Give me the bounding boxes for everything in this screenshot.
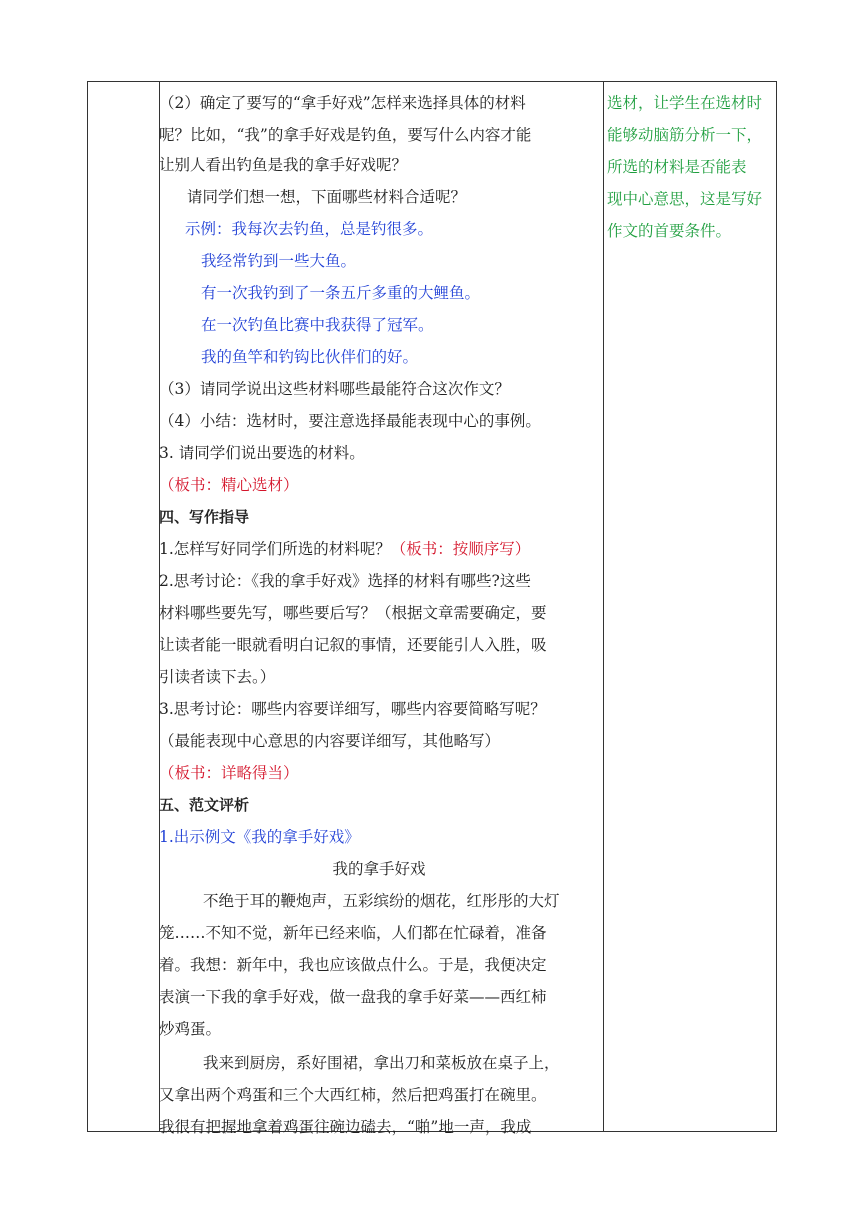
essay-line: 炒鸡蛋。	[159, 1020, 222, 1038]
intent-line: 所选的材料是否能表	[607, 158, 747, 176]
essay-line: 我来到厨房，系好围裙，拿出刀和菜板放在桌子上，	[203, 1054, 560, 1072]
example-line: 我的鱼竿和钓钩比伙伴们的好。	[201, 348, 419, 366]
intent-line: 能够动脑筋分析一下，	[607, 126, 763, 144]
text-line: （最能表现中心意思的内容要详细写，其他略写）	[159, 732, 501, 750]
example-line: 我经常钓到一些大鱼。	[201, 252, 357, 270]
board-note: （板书：按顺序写）	[390, 540, 531, 558]
text-line: 材料哪些要先写，哪些要后写？（根据文章需要确定，要	[159, 604, 547, 622]
text-line: 呢？比如，“我”的拿手好戏是钓鱼，要写什么内容才能	[159, 126, 532, 144]
essay-line: 我很有把握地拿着鸡蛋往碗边磕去，“啪”地一声，我成	[159, 1118, 532, 1136]
essay-line: 着。我想：新年中，我也应该做点什么。于是，我便决定	[159, 956, 547, 974]
example-title-line: 1.出示例文《我的拿手好戏》	[159, 828, 360, 846]
text-line: （2）确定了要写的“拿手好戏”怎样来选择具体的材料	[159, 94, 526, 112]
section-heading: 五、范文评析	[159, 796, 250, 814]
example-line: 有一次我钓到了一条五斤多重的大鲤鱼。	[201, 284, 481, 302]
intent-line: 现中心意思，这是写好	[607, 190, 763, 208]
text-line: 请同学们想一想，下面哪些材料合适呢？	[187, 188, 467, 206]
intent-line: 选材，让学生在选材时	[607, 94, 763, 112]
essay-line: 又拿出两个鸡蛋和三个大西红柿，然后把鸡蛋打在碗里。	[159, 1086, 547, 1104]
intent-line: 作文的首要条件。	[607, 222, 732, 240]
text-line: 让别人看出钓鱼是我的拿手好戏呢？	[159, 156, 408, 174]
essay-line: 不绝于耳的鞭炮声，五彩缤纷的烟花，红彤彤的大灯	[203, 892, 560, 910]
board-note: （板书：精心选材）	[159, 476, 299, 494]
text-line: 2.思考讨论：《我的拿手好戏》选择的材料有哪些?这些	[159, 572, 531, 590]
text-line: 3.思考讨论：哪些内容要详细写，哪些内容要简略写呢？	[159, 700, 546, 718]
text-line: 让读者能一眼就看明白记叙的事情，还要能引人入胜，吸	[159, 636, 547, 654]
text-segment: 1.怎样写好同学们所选的材料呢？	[159, 540, 391, 558]
column-divider-2	[603, 82, 604, 1131]
essay-line: 表演一下我的拿手好戏，做一盘我的拿手好菜——西红柿	[159, 988, 547, 1006]
text-line: （3）请同学说出这些材料哪些最能符合这次作文？	[159, 380, 510, 398]
essay-title: 我的拿手好戏	[332, 860, 426, 878]
text-line: 引读者读下去。）	[159, 668, 276, 686]
text-line: 3. 请同学们说出要选的材料。	[159, 444, 365, 462]
text-line	[159, 539, 530, 559]
example-line: 在一次钓鱼比赛中我获得了冠军。	[201, 316, 434, 334]
text-line: （4）小结：选材时，要注意选择最能表现中心的事例。	[159, 412, 541, 430]
essay-line: 笼……不知不觉，新年已经来临，人们都在忙碌着，准备	[159, 924, 547, 942]
example-line: 示例：我每次去钓鱼，总是钓很多。	[185, 220, 434, 238]
board-note: （板书：详略得当）	[159, 764, 299, 782]
section-heading: 四、写作指导	[159, 508, 250, 526]
